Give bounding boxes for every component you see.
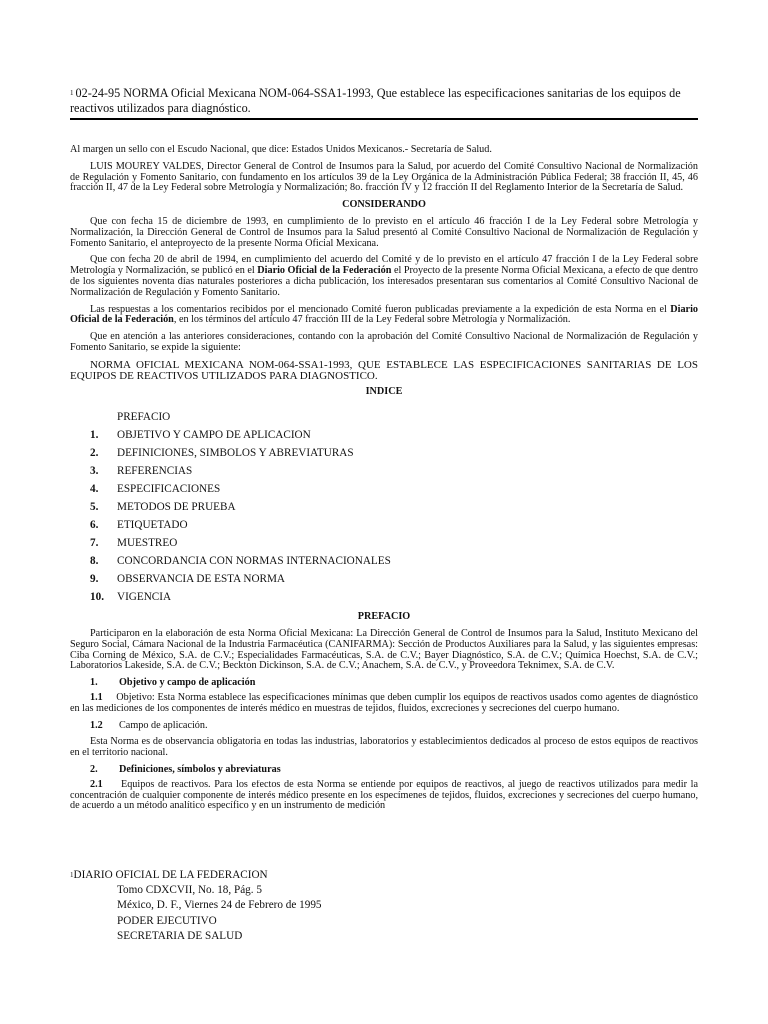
index-number: 6. [90, 518, 99, 531]
index-item [70, 534, 698, 552]
footnote-date: México, D. F., Viernes 24 de Febrero de 1995 [117, 899, 322, 912]
subsection-number: 1.2 [90, 719, 103, 731]
index-number: 7. [90, 536, 99, 549]
section-1-1 [70, 693, 698, 715]
index-label: CONCORDANCIA CON NORMAS INTERNACIONALES [117, 554, 391, 567]
index-number: 3. [90, 464, 99, 477]
index-label: ETIQUETADO [117, 518, 188, 531]
considerando-heading: CONSIDERANDO [342, 199, 426, 211]
page-footnote [70, 868, 698, 944]
index-label: VIGENCIA [117, 590, 172, 603]
observancia-paragraph: Esta Norma es de observancia obligatoria en todas las industrias, laboratorios y establecimientos dedicados al proceso de estos equipos de reactivos en el territorio nacional. [70, 736, 698, 759]
considerando-paragraph-2 [70, 255, 698, 298]
index-list [70, 408, 698, 606]
text-span: Que con fecha 20 de abril de 1994, en cumplimiento del acuerdo del Comité y de lo previsto en el artículo 47 fracción I de la Ley Federal sobre Metrología y Normalización, se publicó en el [70, 254, 698, 277]
diario-oficial-emphasis: Diario Oficial de la Federación [257, 265, 392, 277]
prefacio-heading: PREFACIO [357, 611, 411, 623]
index-item [70, 588, 698, 606]
index-label: MUESTREO [117, 536, 178, 549]
index-label: DEFINICIONES, SIMBOLOS Y ABREVIATURAS [117, 446, 354, 459]
prefacio-paragraph: Participaron en la elaboración de esta Norma Oficial Mexicana: La Dirección General de Control de Insumos para la Salud, Instituto Mexicano del Seguro Social, Cámara Nacional de la Industria Farmacéutica (CANIFARMA): Sección de Productos Auxiliares para la Salud, y las siguientes empresas: Ciba Corning de México, S.A. de C.V.; Especialidades Farmacéuticas, S.A. de C.V.; Bayer Diagnóstico, S.A. de C.V.; Química Hoechst, S.A. de C.V.; Laboratorios Lakeside, S.A. de C.V.; Beckton Dickinson, S.A. de C.V.; Anachem, S.A. de C.V., y Proveedora Teknimex, S.A. de C.V. [70, 627, 698, 672]
index-item [70, 426, 698, 444]
subsection-text: Equipos de reactivos. Para los efectos de esta Norma se entiende por equipos de reactivos, al juego de reactivos utilizados para medir la concentración de cualquier componente de interés médico presente en los especímenes de tejidos, fluidos, excreciones y secreciones del cuerpo humano, de acuerdo a un método analítico específico y en un instrumento de medición [70, 779, 698, 812]
index-item [70, 498, 698, 516]
section-1-heading [70, 678, 698, 689]
footnote-marker: 1 [70, 89, 74, 97]
footnote-secretariat: SECRETARIA DE SALUD [117, 929, 243, 942]
index-item [70, 570, 698, 588]
index-label: OBJETIVO Y CAMPO DE APLICACION [117, 428, 311, 441]
section-title: Objetivo y campo de aplicación [119, 677, 256, 689]
footnote-marker: 1 [70, 871, 74, 879]
subsection-text: Campo de aplicación. [119, 719, 208, 731]
text-span: , en los términos del artículo 47 fracción III de la Ley Federal sobre Metrología y Normalización. [173, 314, 571, 326]
index-label: ESPECIFICACIONES [117, 482, 221, 495]
index-item [70, 444, 698, 462]
index-label: REFERENCIAS [117, 464, 193, 477]
considerando-paragraph-3 [70, 305, 698, 327]
index-number: 1. [90, 428, 99, 441]
considerando-paragraph-4: Que en atención a las anteriores consideraciones, contando con la aprobación del Comité Consultivo Nacional de Normalización de Regulación y Fomento Sanitario, se expide la siguiente: [70, 331, 698, 353]
subsection-number: 1.1 [90, 691, 103, 703]
index-item-prefacio [70, 408, 698, 426]
index-item [70, 552, 698, 570]
footnote-volume: Tomo CDXCVII, No. 18, Pág. 5 [117, 884, 262, 897]
norma-title: NORMA OFICIAL MEXICANA NOM-064-SSA1-1993, QUE ESTABLECE LAS ESPECIFICACIONES SANITARIAS DE LOS EQUIPOS DE REACTIVOS UTILIZADOS PARA DIAGNOSTICO. [70, 358, 698, 382]
index-item [70, 462, 698, 480]
section-1-2 [70, 721, 698, 732]
footnote-branch: PODER EJECUTIVO [117, 914, 217, 927]
index-number: 4. [90, 482, 99, 495]
footnote-publication: DIARIO OFICIAL DE LA FEDERACION [73, 869, 268, 881]
index-label: OBSERVANCIA DE ESTA NORMA [117, 572, 286, 585]
index-item [70, 480, 698, 498]
document-header [70, 86, 698, 116]
document-body [70, 145, 698, 812]
index-label: PREFACIO [117, 410, 171, 423]
subsection-text: Objetivo: Esta Norma establece las especificaciones mínimas que deben cumplir los equipos de reactivos usados como agentes de diagnóstico en las mediciones de los componentes de interés médico en muestras de tejidos, fluidos, excreciones y secreciones del cuerpo humano. [70, 691, 698, 714]
text-span: Las respuestas a los comentarios recibidos por el mencionado Comité fueron publicadas previamente a la expedición de esta Norma en el [90, 303, 671, 315]
index-number: 10. [90, 590, 104, 603]
subsection-number: 2.1 [90, 779, 103, 790]
text-span: el Proyecto de la presente Norma Oficial Mexicana, a efecto de que dentro de los siguientes noventa días naturales posteriores a dicha publicación, los interesados presentaran sus comentarios al Comité Consultivo Nacional de Normalización de Regulación y Fomento Sanitario. [70, 265, 699, 298]
index-number: 2. [90, 446, 99, 459]
considerando-paragraph-1: Que con fecha 15 de diciembre de 1993, en cumplimiento de lo previsto en el artículo 46 fracción I de la Ley Federal sobre Metrología y Normalización, la Dirección General de Control de Insumos para la Salud presentó al Comité Consultivo Nacional de Normalización de Regulación y Fomento Sanitario, el anteproyecto de la presente Norma Oficial Mexicana. [70, 215, 698, 249]
indice-heading: INDICE [365, 386, 403, 398]
index-label: METODOS DE PRUEBA [117, 500, 236, 513]
footnote-line [70, 868, 698, 883]
seal-paragraph: Al margen un sello con el Escudo Nacional, que dice: Estados Unidos Mexicanos.- Secretaría de Salud. [70, 144, 492, 155]
section-number: 1. [90, 677, 98, 689]
authority-paragraph: LUIS MOUREY VALDES, Director General de Control de Insumos para la Salud, por acuerdo del Comité Consultivo Nacional de Normalización de Regulación y Fomento Sanitario, con fundamento en los artículos 39 de la Ley Orgánica de la Administración Pública Federal; 38 fracción II, 45, 46 fracción II, 47 de la Ley Federal sobre Metrología y Normalización; 8o. fracción IV y 12 fracción II del Reglamento Interior de la Secretaría de Salud. [70, 160, 698, 194]
document-title: 02-24-95 NORMA Oficial Mexicana NOM-064-SSA1-1993, Que establece las especificaciones sanitarias de los equipos de reactivos utilizados para diagnóstico. [70, 86, 681, 115]
section-title: Definiciones, símbolos y abreviaturas [119, 763, 281, 775]
header-rule [70, 118, 698, 120]
index-number: 9. [90, 572, 99, 585]
document-page [70, 86, 698, 818]
diario-oficial-emphasis: Diario Oficial de la Federación [70, 303, 698, 326]
index-number: 5. [90, 500, 99, 513]
section-2-1 [70, 780, 698, 812]
section-2-heading [70, 765, 698, 776]
index-number: 8. [90, 554, 99, 567]
index-item [70, 516, 698, 534]
section-number: 2. [90, 763, 98, 775]
